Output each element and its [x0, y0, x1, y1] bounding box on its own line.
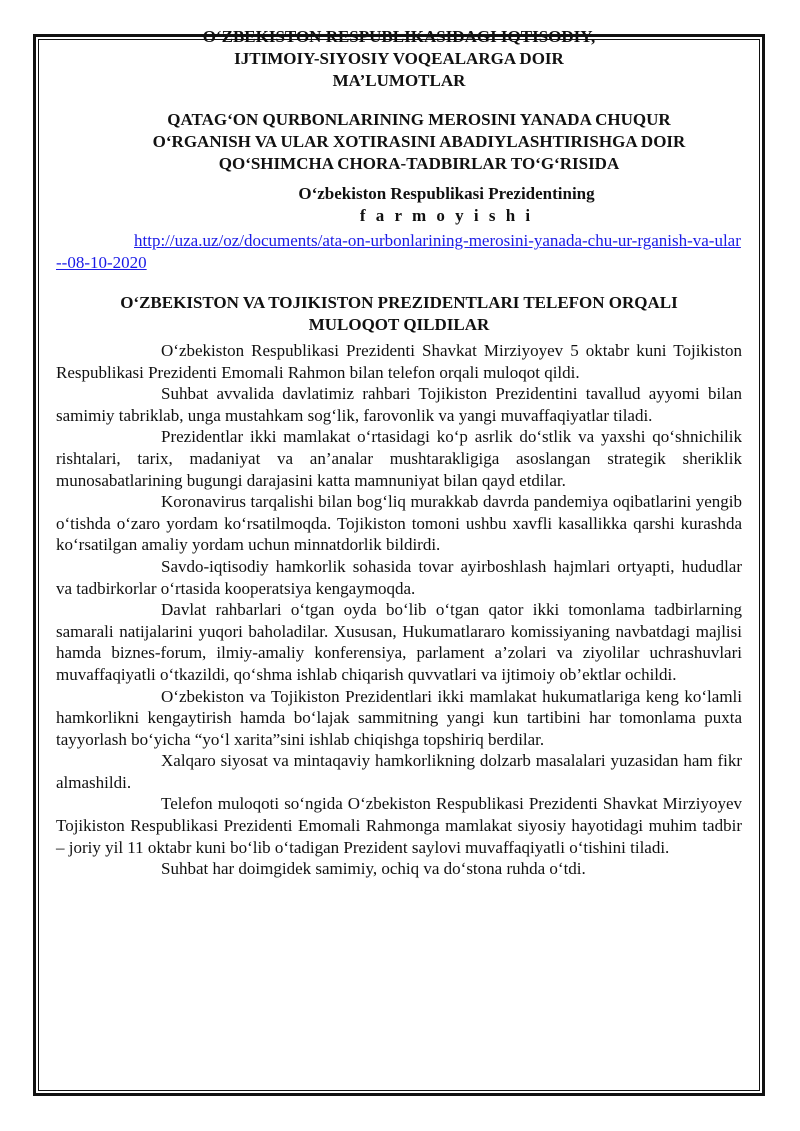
article-paragraph-3: Prezidentlar ikki mamlakat o‘rtasidagi ko‘p asrlik do‘stlik va yaxshi qo‘shnichilik rishtalari, tarix, madaniyat va an’analar mushtarakligiga asoslangan strategik sheriklik munosabatlarining bugungi darajasini katta mamnuniyat bilan qayd etdilar.	[56, 427, 742, 490]
article-paragraph-10: Suhbat har doimgidek samimiy, ochiq va do‘stona ruhda o‘tdi.	[161, 859, 586, 879]
decree-title-line-3: QO‘SHIMCHA CHORA-TADBIRLAR TO‘G‘RISIDA	[218, 154, 620, 173]
article-paragraph-6: Davlat rahbarlari o‘tgan oyda bo‘lib o‘tgan qator ikki tomonlama tadbirlarning samarali natijalarini yuqori baholadilar. Xususan, Hukumatlararo komissiyaning navbatdagi majlisi hamda biznes-forum, ilmiy-amaliy konferensiya, parlament a’zolari va ziyolilar uchrashuvlari muvaffaqiyatli o‘tkazildi, qo‘shma ishlab chiqarish quvvatlari va ijtimoiy ob’ektlar ochildi.	[56, 600, 742, 684]
article-paragraph-8: Xalqaro siyosat va mintaqaviy hamkorlikning dolzarb masalalari yuzasidan ham fikr almashildi.	[56, 751, 742, 792]
article-title-line-2: MULOQOT QILDILAR	[308, 315, 490, 334]
article-paragraph-7: O‘zbekiston va Tojikiston Prezidentlari ikki mamlakat hukumatlariga keng ko‘lamli hamkorlikni kengaytirish hamda bo‘lajak sammitning yangi kun tartibini har tomonlama puxta tayyorlash bo‘yicha “yo‘l xarita”sini ishlab chiqishga topshiriq berdilar.	[56, 686, 742, 749]
article-title	[56, 292, 742, 336]
decree-title	[56, 109, 742, 175]
section-header-line-2: IJTIMOIY-SIYOSIY VOQEALARGA DOIR	[234, 49, 564, 68]
article-paragraph-9: Telefon muloqoti so‘ngida O‘zbekiston Respublikasi Prezidenti Shavkat Mirziyoyev Tojikiston Respublikasi Prezidenti Emomali Rahmonga mamlakat siyosiy hayotidagi muhim tadbir – joriy yil 11 oktabr kuni bo‘lib o‘tadigan Prezident saylovi muvaffaqiyatli o‘tishini tiladi.	[56, 794, 742, 857]
section-header	[56, 26, 742, 92]
decree-link[interactable]: http://uza.uz/oz/documents/ata-on-urbonlarining-merosini-yanada-chu-ur-rganish-va-ular--08-10-2020	[56, 231, 741, 272]
section-header-line-1: O‘ZBEKISTON RESPUBLIKASIDAGI IQTISODIY,	[202, 27, 596, 46]
decree-title-line-2: O‘RGANISH VA ULAR XOTIRASINI ABADIYLASHTIRISHGA DOIR	[152, 132, 686, 151]
article-paragraph-5: Savdo-iqtisodiy hamkorlik sohasida tovar ayirboshlash hajmlari ortyapti, hududlar va tadbirkorlar o‘rtasida kooperatsiya kengaymoqda.	[56, 556, 742, 598]
decree-issuer: O‘zbekiston Respublikasi Prezidentining	[298, 184, 595, 203]
section-header-line-3: MA’LUMOTLAR	[332, 71, 466, 90]
article-paragraph-2: Suhbat avvalida davlatimiz rahbari Tojikiston Prezidentini tavallud ayyomi bilan samimiy tabriklab, unga mustahkam sog‘lik, farovonlik va yangi muvaffaqiyatlar tiladi.	[56, 384, 742, 425]
decree-type: f a r m o y i s h i	[359, 205, 534, 225]
decree-title-line-1: QATAG‘ON QURBONLARINING MEROSINI YANADA CHUQUR	[167, 110, 671, 129]
article-title-line-1: O‘ZBEKISTON VA TOJIKISTON PREZIDENTLARI TELEFON ORQALI	[120, 293, 678, 312]
article-paragraph-1: O‘zbekiston Respublikasi Prezidenti Shavkat Mirziyoyev 5 oktabr kuni Tojikiston Respublikasi Prezidenti Emomali Rahmon bilan telefon orqali muloqot qildi.	[56, 341, 742, 382]
article-paragraph-4: Koronavirus tarqalishi bilan bog‘liq murakkab davrda pandemiya oqibatlarini yengib o‘tishda o‘zaro yordam ko‘rsatilmoqda. Tojikiston tomoni ushbu xavfli kasallikka qarshi kurashda ko‘rsatilgan amaliy yordam uchun minnatdorlik bildirdi.	[56, 492, 742, 555]
document-body	[56, 26, 742, 880]
